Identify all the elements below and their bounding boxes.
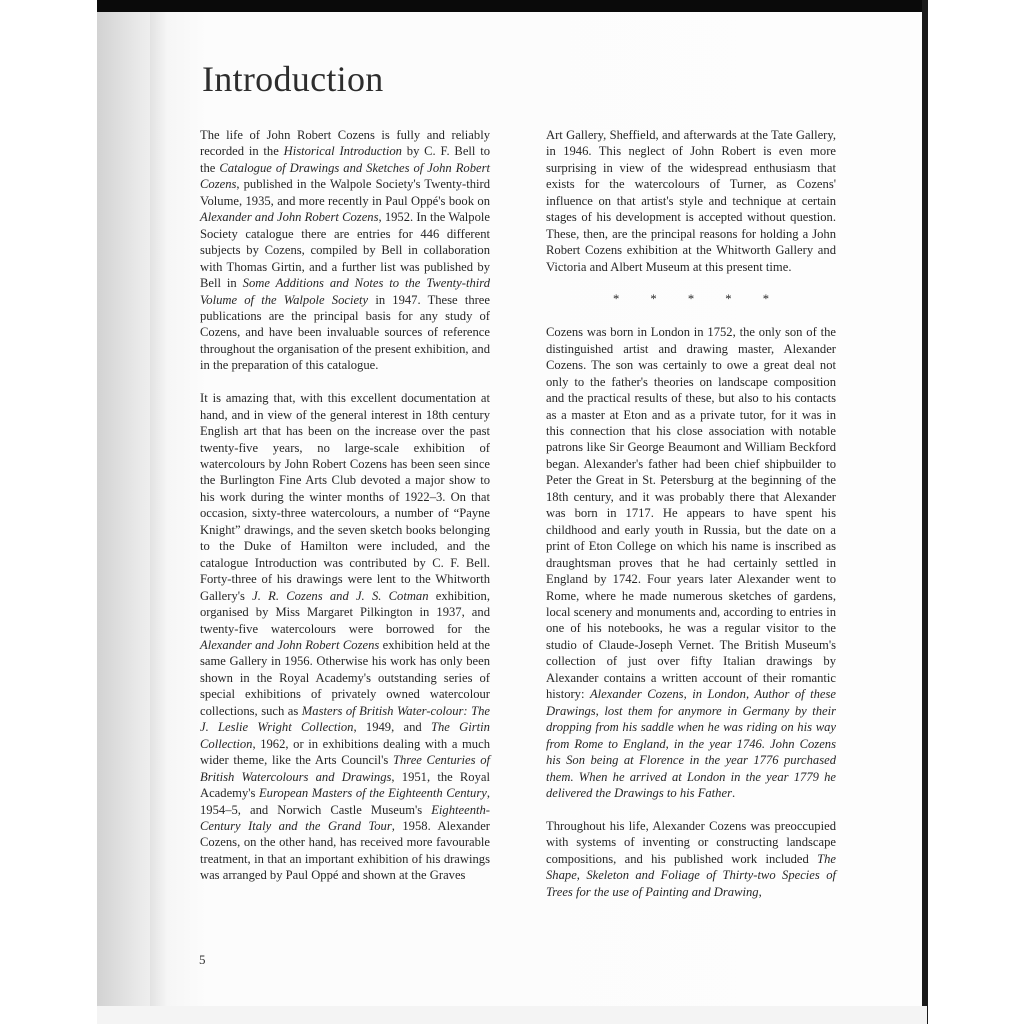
body-text: exhibition, organised by Miss Margaret Pilkington in 1937, and twenty-five watercolours were borrowed for the (200, 588, 490, 636)
italic-title-text: Historical Introduction (283, 144, 402, 159)
body-text: It is amazing that, with this excellent documentation at hand, and in view of the general interest in 18th century English art that has been on the increase over the past twenty-five years, no large-scale exhibition of watercolours by John Robert Cozens has been seen since the Burlington Fine Arts Club devoted a major show to his work during the winter months of 1922–3. On that occasion, sixty-three watercolours, a number of “Payne Knight” drawings, and the seven sketch books belonging to the Duke of Hamilton were included, and the catalogue Introduction was contributed by C. F. Bell. Forty-three of his drawings were lent to the Whitworth Gallery's (200, 391, 490, 603)
body-text: Cozens was born in London in 1752, the only son of the distinguished artist and drawing master, Alexander Cozens. The son was certainly to owe a great deal not only to the father's theories on landscape composition and the practical results of these, but also to his contacts as a master at Eton and as a private tutor, for it was in this connection that his close association with notable patrons like Sir George Beaumont and William Beckford began. Alexander's father had been chief shipbuilder to Peter the Great in St. Petersburg at the beginning of the 18th century, and it was probably there that Alexander was born in 1717. He appears to have spent his childhood and early youth in Russia, but the date on a print of Eton College on which his name is inscribed as draughtsman proves that he had certainly settled in England by 1742. Four years later Alexander went to Rome, where he made numerous sketches of gardens, local scenery and monuments and, according to entries in one of his notebooks, he was a regular visitor to the studio of Claude-Joseph Vernet. The British Museum's collection of just over fifty Italian drawings by Alexander contains a written account of their romantic history: (546, 325, 836, 702)
italic-title-text: Alexander and John Robert Cozens (200, 637, 380, 652)
body-text: by C. F. Bell to the (200, 144, 490, 175)
italic-title-text: Masters of British Water-colour: The J. Leslie Wright Collection (200, 703, 490, 735)
left-paragraph-1 (200, 127, 490, 374)
body-text: Art Gallery, Sheffield, and afterwards at the Tate Gallery, in 1946. This neglect of John Robert is even more surprising in view of the widespread enthusiasm that exists for the watercolours of Turner, as Cozens' influence on that artist's style and technique at certain stages of his development is accepted without question. These, then, are the principal reasons for holding a John Robert Cozens exhibition at the Whitworth Gallery and Victoria and Albert Museum at this present time. (546, 128, 836, 274)
left-paragraph-2 (200, 390, 490, 884)
body-text: , published in the Walpole Society's Twenty-third Volume, 1935, and more recently in Paul Oppé's book on (200, 177, 490, 208)
italic-title-text: Three Centuries of British Watercolours and Drawings (200, 753, 491, 784)
italic-title-text: Alexander Cozens, in London, Author of these Drawings, lost them for anymore in Germany by their dropping from his saddle when he was riding on his way from Rome to England, in the year 1746. John Cozens his Son being at Florence in the year 1776 purchased them. When he arrived at London in the year 1779 he delivered the Drawings to his Father (546, 687, 836, 800)
right-paragraph-3 (546, 818, 836, 900)
italic-title-text: The Shape, Skeleton and Foliage of Thirty-two Species of Trees for the use of Painting and Drawing (546, 851, 836, 899)
right-paragraph-2 (546, 324, 836, 801)
italic-title-text: Eighteenth-Century Italy and the Grand Tour (200, 802, 490, 833)
section-separator: * * * * * (612, 292, 784, 307)
body-text: , 1958. Alexander Cozens, on the other hand, has received more favourable treatment, in that an important exhibition of his drawings was arranged by Paul Oppé and shown at the Graves (200, 818, 490, 883)
scan-right-border (922, 0, 928, 1024)
body-text: , 1949, and (353, 720, 431, 735)
body-text: exhibition held at the same Gallery in 1956. Otherwise his work has only been shown in the Royal Academy's outstanding series of special exhibitions of privately owned watercolour collections, such as (200, 637, 490, 718)
scan-bottom-border (97, 1006, 927, 1024)
page-number: 5 (199, 952, 206, 967)
body-text: . (731, 786, 736, 800)
body-text: , 1954–5, and Norwich Castle Museum's (200, 786, 490, 817)
right-paragraph-1 (546, 127, 836, 275)
scan-top-border (97, 0, 927, 12)
body-text: , 1952. In the Walpole Society catalogue there are entries for 446 different subjects by Cozens, compiled by Bell in collaboration with Thomas Girtin, and a further list was published by Bell in (200, 210, 490, 291)
italic-title-text: J. R. Cozens and J. S. Cotman (252, 588, 429, 603)
italic-title-text: Catalogue of Drawings and Sketches of John Robert Cozens (200, 160, 490, 192)
italic-title-text: European Masters of the Eighteenth Century (258, 786, 487, 801)
page-title: Introduction (202, 59, 384, 99)
body-text: in 1947. These three publications are the principal basis for any study of Cozens, and have been invaluable sources of reference throughout the organisation of the present exhibition, and in the preparation of this catalogue. (200, 292, 490, 373)
body-text: , 1951, the Royal Academy's (200, 769, 490, 801)
left-column (200, 127, 490, 900)
book-spine-shadow (150, 12, 168, 1006)
italic-title-text: Some Additions and Notes to the Twenty-third Volume of the Walpole Society (200, 276, 490, 307)
italic-title-text: Alexander and John Robert Cozens (200, 210, 379, 225)
italic-title-text: The Girtin Collection (200, 720, 490, 751)
body-text: Throughout his life, Alexander Cozens was preoccupied with systems of inventing or constructing landscape compositions, and his published work included (546, 818, 836, 866)
right-column (546, 127, 836, 917)
body-text: , 1962, or in exhibitions dealing with a much wider theme, like the Arts Council's (200, 736, 490, 768)
body-text: , (758, 884, 762, 899)
body-text: The life of John Robert Cozens is fully and reliably recorded in the (200, 128, 490, 159)
